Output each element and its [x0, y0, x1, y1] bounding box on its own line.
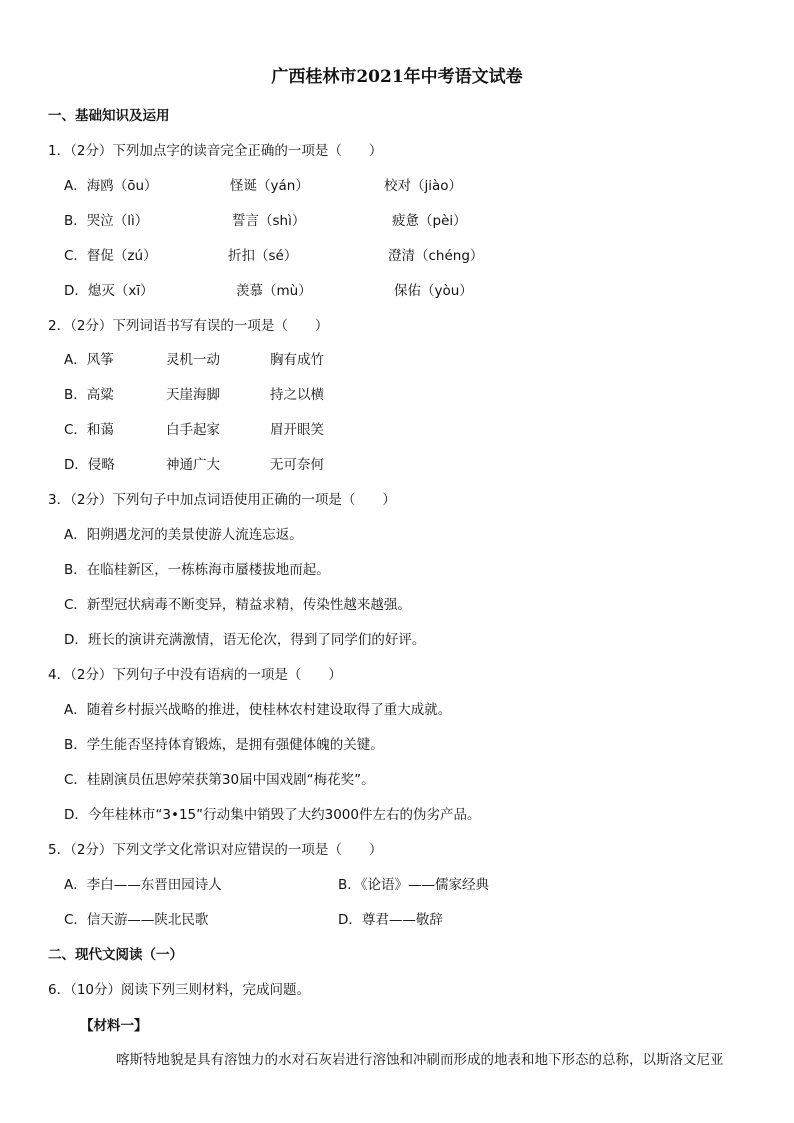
q1-option-b-word2: 誓言（shì）: [232, 213, 306, 229]
q3-option-b: B．在临桂新区，一栋栋海市蜃楼拔地而起。: [64, 562, 330, 578]
q1-option-d-word1: D．熄灭（xī）: [64, 283, 154, 299]
question-4-stem: 4．（2分）下列句子中没有语病的一项是（ ）: [48, 667, 342, 683]
question-6-stem: 6．（10分）阅读下列三则材料，完成问题。: [48, 982, 311, 998]
q1-option-a-word2: 怪诞（yán）: [230, 178, 309, 194]
section-heading-basics: 一、基础知识及运用: [48, 108, 170, 124]
q2-option-a-word2: 灵机一动: [166, 352, 220, 368]
q5-option-c: C．信天游——陕北民歌: [64, 912, 209, 928]
q5-option-d: D．尊君——敬辞: [338, 912, 443, 928]
q1-option-a-word1: A．海鸥（ōu）: [64, 178, 158, 194]
q1-option-c-word3: 澄清（chéng）: [388, 248, 484, 264]
q2-option-a-word1: A．风筝: [64, 352, 114, 368]
q4-option-c: C．桂剧演员伍思婷荣获第30届中国戏剧“梅花奖”。: [64, 772, 375, 788]
q5-option-a: A．李白——东晋田园诗人: [64, 877, 222, 893]
question-1-stem: 1．（2分）下列加点字的读音完全正确的一项是（ ）: [48, 143, 383, 159]
q1-option-c-word2: 折扣（sé）: [228, 248, 298, 264]
q2-option-c-word3: 眉开眼笑: [270, 422, 324, 438]
q4-option-a: A．随着乡村振兴战略的推进，使桂林农村建设取得了重大成就。: [64, 702, 452, 718]
q2-option-b-word3: 持之以横: [270, 387, 324, 403]
q1-option-a-word3: 校对（jiào）: [384, 178, 463, 194]
question-3-stem: 3．（2分）下列句子中加点词语使用正确的一项是（ ）: [48, 492, 396, 508]
material-1-paragraph: 喀斯特地貌是具有溶蚀力的水对石灰岩进行溶蚀和冲刷而形成的地表和地下形态的总称，以斯洛文尼亚: [116, 1052, 724, 1068]
question-2-stem: 2．（2分）下列词语书写有误的一项是（ ）: [48, 318, 329, 334]
q5-option-b: B．《论语》——儒家经典: [338, 877, 490, 893]
q2-option-b-word2: 天崖海脚: [166, 387, 220, 403]
q2-option-c-word2: 白手起家: [166, 422, 220, 438]
q2-option-b-word1: B．高粱: [64, 387, 114, 403]
q3-option-d: D．班长的演讲充满激情，语无伦次，得到了同学们的好评。: [64, 632, 426, 648]
q1-option-d-word3: 保佑（yòu）: [394, 283, 473, 299]
q3-option-a: A．阳朔遇龙河的美景使游人流连忘返。: [64, 527, 303, 543]
q1-option-c-word1: C．督促（zú）: [64, 248, 157, 264]
page-title: 广西桂林市2021年中考语文试卷: [271, 67, 523, 87]
q2-option-d-word1: D．侵略: [64, 457, 115, 473]
q2-option-d-word3: 无可奈何: [270, 457, 324, 473]
q1-option-d-word2: 羡慕（mù）: [236, 283, 312, 299]
section-heading-reading: 二、现代文阅读（一）: [48, 947, 183, 963]
q2-option-d-word2: 神通广大: [166, 457, 220, 473]
q4-option-d: D．今年桂林市“3•15”行动集中销毁了大约3000件左右的伪劣产品。: [64, 807, 481, 823]
q3-option-c: C．新型冠状病毒不断变异，精益求精，传染性越来越强。: [64, 597, 411, 613]
question-5-stem: 5．（2分）下列文学文化常识对应错误的一项是（ ）: [48, 842, 383, 858]
q2-option-a-word3: 胸有成竹: [270, 352, 324, 368]
q4-option-b: B．学生能否坚持体育锻炼，是拥有强健体魄的关键。: [64, 737, 384, 753]
material-1-title: 【材料一】: [80, 1018, 148, 1034]
q1-option-b-word3: 疲惫（pèi）: [392, 213, 467, 229]
q2-option-c-word1: C．和蔼: [64, 422, 114, 438]
q1-option-b-word1: B．哭泣（lì）: [64, 213, 149, 229]
